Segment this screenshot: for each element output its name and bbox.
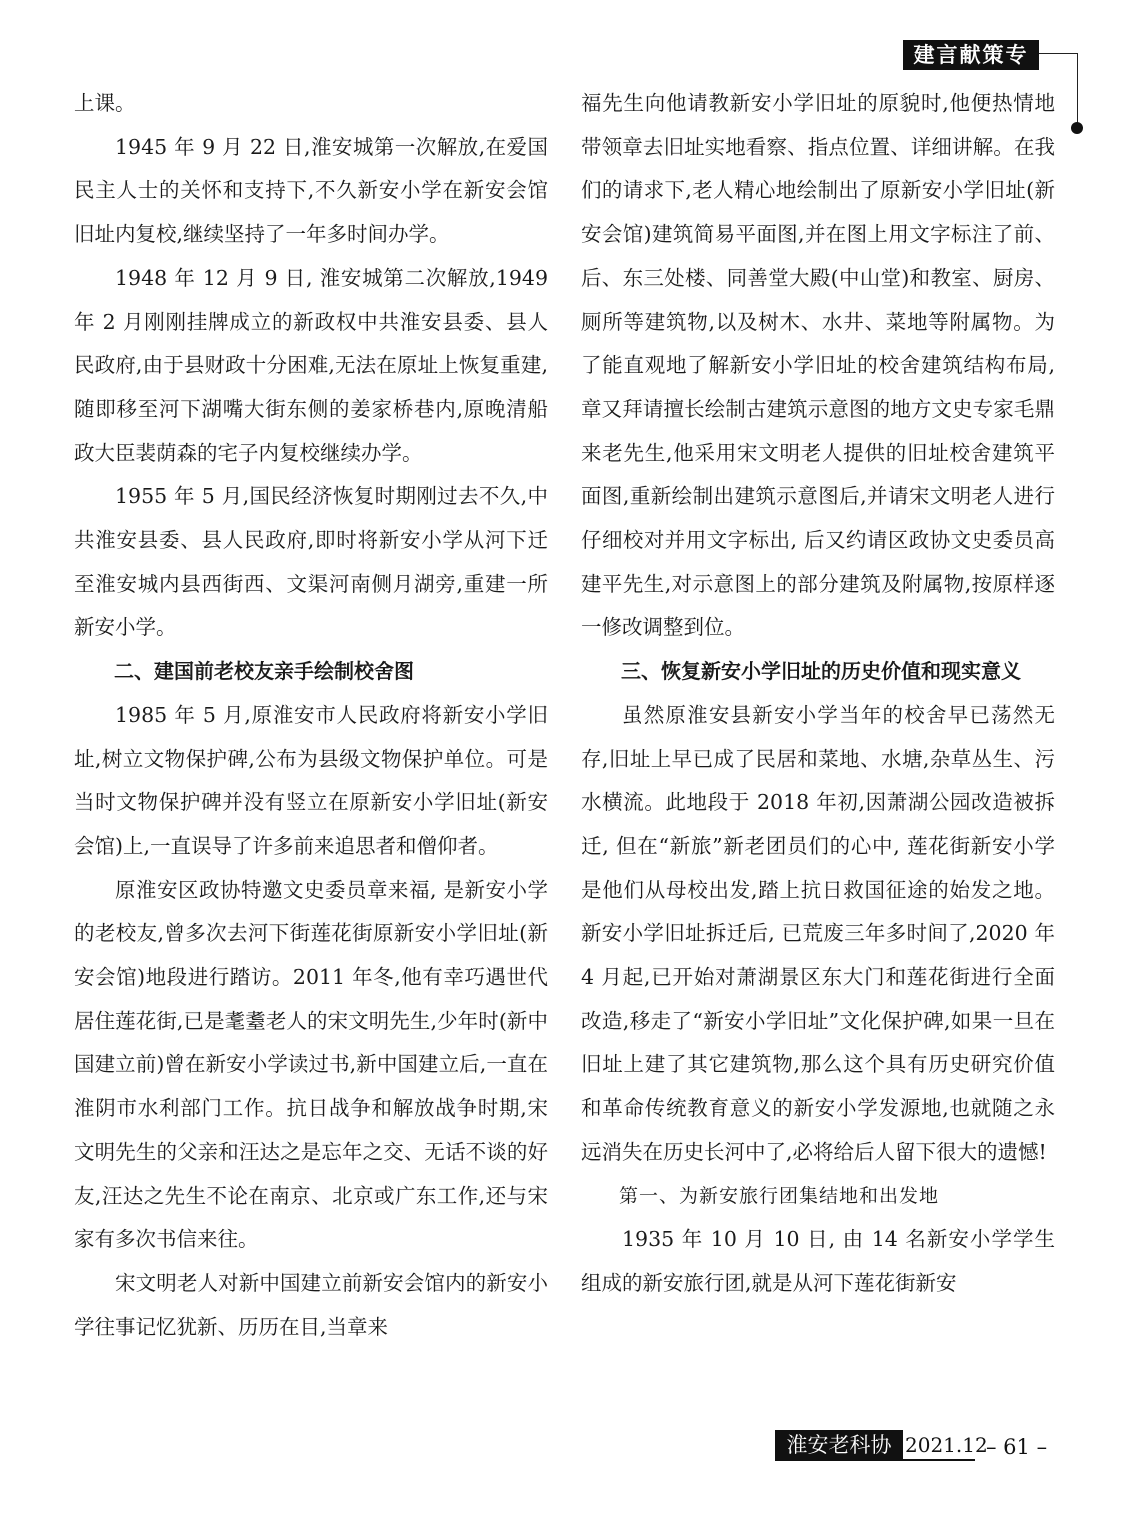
subsection-heading: 第一、为新安旅行团集结地和出发地	[619, 1184, 940, 1207]
header-rule-vertical	[1077, 53, 1078, 127]
body-paragraph: 1945 年 9 月 22 日,淮安城第一次解放,在爱国民主人士的关怀和支持下,不久新安小学在新安会馆旧址内复校,继续坚持了一年多时间办学。	[74, 134, 548, 247]
body-paragraph: 福先生向他请教新安小学旧址的原貌时,他便热情地带领章去旧址实地看察、指点位置、详细讲解。在我们的请求下,老人精心地绘制出了原新安小学旧址(新安会馆)建筑简易平面图,并在图上用文字标注了前、后、东三处楼、同善堂大殿(中山堂)和教室、厨房、厕所等建筑物,以及树木、水井、菜地等附属物。为了能直观地了解新安小学旧址的校舍建筑结构布局,章又拜请擅长绘制古建筑示意图的地方文史专家毛鼎来老先生,他采用宋文明老人提供的旧址校舍建筑平面图,重新绘制出建筑示意图后,并请宋文明老人进行仔细校对并用文字标出, 后又约请区政协文史委员高建平先生,对示意图上的部分建筑及附属物,按原样逐一修改调整到位。	[581, 91, 1055, 640]
body-paragraph: 1948 年 12 月 9 日, 淮安城第二次解放,1949 年 2 月刚刚挂牌成立的新政权中共淮安县委、县人民政府,由于县财政十分困难,无法在原址上恢复重建,随即移至河下湖嘴大街东侧的姜家桥巷内,原晚清船政大臣裴荫森的宅子内复校继续办学。	[74, 265, 548, 465]
body-paragraph: 1955 年 5 月,国民经济恢复时期刚过去不久,中共淮安县委、县人民政府,即时将新安小学从河下迁至淮安城内县西街西、文渠河南侧月湖旁,重建一所新安小学。	[74, 484, 548, 640]
body-paragraph: 1935 年 10 月 10 日, 由 14 名新安小学学生组成的新安旅行团,就是从河下莲花街新安	[581, 1227, 1055, 1295]
right-column	[581, 82, 1055, 1306]
body-paragraph: 虽然原淮安县新安小学当年的校舍早已荡然无存,旧址上早已成了民居和菜地、水塘,杂草丛生、污水横流。此地段于 2018 年初,因萧湖公园改造被拆迁, 但在“新旅”新老团员们的心中, 莲花街新安小学是他们从母校出发,踏上抗日救国征途的始发之地。新安小学旧址拆迁后, 已荒废三年多时间了,2020 年 4 月起,已开始对萧湖景区东大门和莲花街进行全面改造,移走了“新安小学旧址”文化保护碑,如果一旦在旧址上建了其它建筑物,那么这个具有历史研究价值和革命传统教育意义的新安小学发源地,也就随之永远消失在历史长河中了,必将给后人留下很大的遗憾!	[581, 702, 1055, 1164]
footer-rule	[775, 1459, 975, 1461]
body-paragraph: 原淮安区政协特邀文史委员章来福, 是新安小学的老校友,曾多次去河下街莲花街原新安小学旧址(新安会馆)地段进行踏访。2011 年冬,他有幸巧遇世代居住莲花街,已是耄耋老人的宋文明先生,少年时(新中国建立前)曾在新安小学读过书,新中国建立后,一直在淮阴市水利部门工作。抗日战争和解放战争时期,宋文明先生的父亲和汪达之是忘年之交、无话不谈的好友,汪达之先生不论在南京、北京或广东工作,还与宋家有多次书信来往。	[74, 877, 548, 1252]
header-rule	[1039, 53, 1077, 54]
page-number: – 61 –	[986, 1435, 1048, 1459]
section-heading: 三、恢复新安小学旧址的历史价值和现实意义	[621, 659, 1021, 684]
header-dot-ornament	[1071, 122, 1083, 134]
journal-name: 淮安老科协	[775, 1430, 903, 1460]
left-column	[74, 82, 548, 1349]
issue-date: 2021.12	[905, 1433, 988, 1457]
column-tag: 建言献策专辑	[903, 40, 1039, 70]
body-paragraph: 上课。	[74, 91, 136, 115]
section-heading: 二、建国前老校友亲手绘制校舍图	[114, 659, 414, 684]
body-paragraph: 1985 年 5 月,原淮安市人民政府将新安小学旧址,树立文物保护碑,公布为县级文物保护单位。可是当时文物保护碑并没有竖立在原新安小学旧址(新安会馆)上,一直误导了许多前来追思者和僧仰者。	[74, 702, 548, 858]
body-paragraph: 宋文明老人对新中国建立前新安会馆内的新安小学往事记忆犹新、历历在目,当章来	[74, 1270, 548, 1339]
